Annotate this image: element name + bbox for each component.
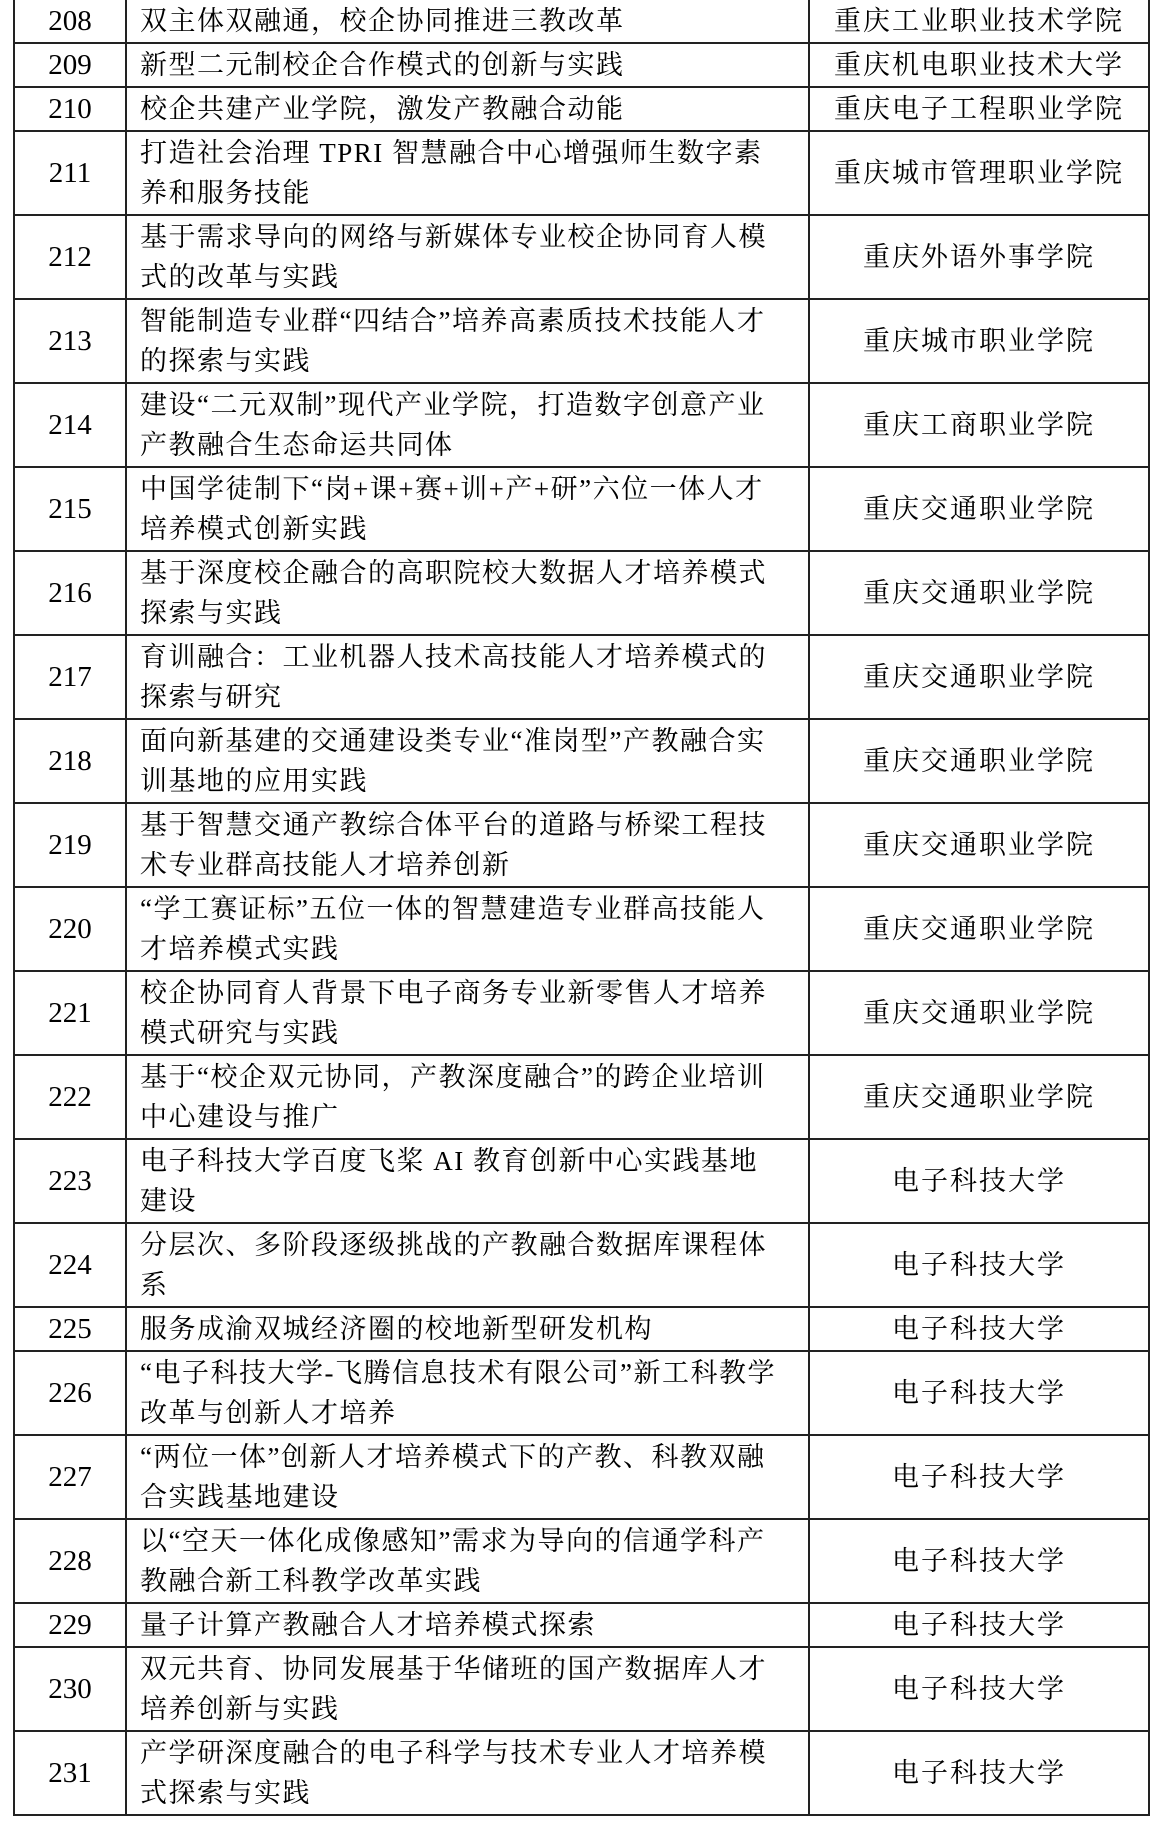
- organization-cell: 重庆机电职业技术大学: [809, 43, 1149, 87]
- table-row: [14, 1223, 1149, 1307]
- projects-table: [13, 0, 1150, 1816]
- project-title-cell: 中国学徒制下“岗+课+赛+训+产+研”六位一体人才培养模式创新实践: [126, 467, 809, 551]
- table-row: [14, 1435, 1149, 1519]
- organization-cell: 重庆城市管理职业学院: [809, 131, 1149, 215]
- table-row: [14, 1307, 1149, 1351]
- project-title-cell: 新型二元制校企合作模式的创新与实践: [126, 43, 809, 87]
- row-number-cell: 231: [14, 1731, 126, 1815]
- organization-cell: 电子科技大学: [809, 1603, 1149, 1647]
- organization-cell: 重庆交通职业学院: [809, 971, 1149, 1055]
- project-title-cell: 以“空天一体化成像感知”需求为导向的信通学科产教融合新工科教学改革实践: [126, 1519, 809, 1603]
- row-number-cell: 216: [14, 551, 126, 635]
- table-row: [14, 383, 1149, 467]
- row-number-cell: 217: [14, 635, 126, 719]
- row-number-cell: 220: [14, 887, 126, 971]
- row-number-cell: 212: [14, 215, 126, 299]
- row-number-cell: 210: [14, 87, 126, 131]
- organization-cell: 重庆城市职业学院: [809, 299, 1149, 383]
- table-row: [14, 971, 1149, 1055]
- project-title-cell: 基于智慧交通产教综合体平台的道路与桥梁工程技术专业群高技能人才培养创新: [126, 803, 809, 887]
- table-row: [14, 87, 1149, 131]
- organization-cell: 重庆工商职业学院: [809, 383, 1149, 467]
- organization-cell: 电子科技大学: [809, 1519, 1149, 1603]
- organization-cell: 电子科技大学: [809, 1731, 1149, 1815]
- project-title-cell: 双主体双融通，校企协同推进三教改革: [126, 0, 809, 43]
- organization-cell: 电子科技大学: [809, 1647, 1149, 1731]
- table-row: [14, 719, 1149, 803]
- project-title-cell: “两位一体”创新人才培养模式下的产教、科教双融合实践基地建设: [126, 1435, 809, 1519]
- table-row: [14, 551, 1149, 635]
- organization-cell: 重庆交通职业学院: [809, 719, 1149, 803]
- row-number-cell: 214: [14, 383, 126, 467]
- project-title-cell: “电子科技大学-飞腾信息技术有限公司”新工科教学改革与创新人才培养: [126, 1351, 809, 1435]
- project-title-cell: 分层次、多阶段逐级挑战的产教融合数据库课程体系: [126, 1223, 809, 1307]
- table-row: [14, 1351, 1149, 1435]
- table-row: [14, 131, 1149, 215]
- project-title-cell: 基于需求导向的网络与新媒体专业校企协同育人模式的改革与实践: [126, 215, 809, 299]
- table-row: [14, 1139, 1149, 1223]
- project-title-cell: 基于“校企双元协同，产教深度融合”的跨企业培训中心建设与推广: [126, 1055, 809, 1139]
- project-title-cell: 校企协同育人背景下电子商务专业新零售人才培养模式研究与实践: [126, 971, 809, 1055]
- row-number-cell: 215: [14, 467, 126, 551]
- organization-cell: 电子科技大学: [809, 1223, 1149, 1307]
- organization-cell: 重庆工业职业技术学院: [809, 0, 1149, 43]
- organization-cell: 重庆交通职业学院: [809, 467, 1149, 551]
- row-number-cell: 218: [14, 719, 126, 803]
- organization-cell: 重庆交通职业学院: [809, 887, 1149, 971]
- organization-cell: 重庆交通职业学院: [809, 551, 1149, 635]
- project-title-cell: 校企共建产业学院，激发产教融合动能: [126, 87, 809, 131]
- organization-cell: 电子科技大学: [809, 1139, 1149, 1223]
- table-row: [14, 215, 1149, 299]
- project-title-cell: 建设“二元双制”现代产业学院，打造数字创意产业产教融合生态命运共同体: [126, 383, 809, 467]
- row-number-cell: 229: [14, 1603, 126, 1647]
- row-number-cell: 228: [14, 1519, 126, 1603]
- organization-cell: 重庆交通职业学院: [809, 635, 1149, 719]
- project-title-cell: 服务成渝双城经济圈的校地新型研发机构: [126, 1307, 809, 1351]
- project-title-cell: 智能制造专业群“四结合”培养高素质技术技能人才的探索与实践: [126, 299, 809, 383]
- project-title-cell: 面向新基建的交通建设类专业“准岗型”产教融合实训基地的应用实践: [126, 719, 809, 803]
- organization-cell: 电子科技大学: [809, 1307, 1149, 1351]
- organization-cell: 重庆电子工程职业学院: [809, 87, 1149, 131]
- table-row: [14, 1647, 1149, 1731]
- organization-cell: 重庆交通职业学院: [809, 1055, 1149, 1139]
- row-number-cell: 213: [14, 299, 126, 383]
- table-row: [14, 887, 1149, 971]
- project-title-cell: 育训融合：工业机器人技术高技能人才培养模式的探索与研究: [126, 635, 809, 719]
- table-row: [14, 635, 1149, 719]
- project-title-cell: 产学研深度融合的电子科学与技术专业人才培养模式探索与实践: [126, 1731, 809, 1815]
- table-row: [14, 1519, 1149, 1603]
- project-title-cell: “学工赛证标”五位一体的智慧建造专业群高技能人才培养模式实践: [126, 887, 809, 971]
- table-row: [14, 299, 1149, 383]
- project-title-cell: 双元共育、协同发展基于华储班的国产数据库人才培养创新与实践: [126, 1647, 809, 1731]
- table-row: [14, 1055, 1149, 1139]
- row-number-cell: 211: [14, 131, 126, 215]
- row-number-cell: 230: [14, 1647, 126, 1731]
- row-number-cell: 224: [14, 1223, 126, 1307]
- row-number-cell: 227: [14, 1435, 126, 1519]
- table-row: [14, 1603, 1149, 1647]
- project-title-cell: 量子计算产教融合人才培养模式探索: [126, 1603, 809, 1647]
- row-number-cell: 223: [14, 1139, 126, 1223]
- table-row: [14, 43, 1149, 87]
- row-number-cell: 209: [14, 43, 126, 87]
- table-row: [14, 467, 1149, 551]
- table-row: [14, 0, 1149, 43]
- row-number-cell: 226: [14, 1351, 126, 1435]
- project-title-cell: 打造社会治理 TPRI 智慧融合中心增强师生数字素养和服务技能: [126, 131, 809, 215]
- table-row: [14, 1731, 1149, 1815]
- row-number-cell: 221: [14, 971, 126, 1055]
- row-number-cell: 222: [14, 1055, 126, 1139]
- row-number-cell: 208: [14, 0, 126, 43]
- organization-cell: 重庆外语外事学院: [809, 215, 1149, 299]
- project-title-cell: 电子科技大学百度飞桨 AI 教育创新中心实践基地建设: [126, 1139, 809, 1223]
- row-number-cell: 225: [14, 1307, 126, 1351]
- organization-cell: 电子科技大学: [809, 1351, 1149, 1435]
- organization-cell: 重庆交通职业学院: [809, 803, 1149, 887]
- project-title-cell: 基于深度校企融合的高职院校大数据人才培养模式探索与实践: [126, 551, 809, 635]
- organization-cell: 电子科技大学: [809, 1435, 1149, 1519]
- table-row: [14, 803, 1149, 887]
- row-number-cell: 219: [14, 803, 126, 887]
- table-body: [14, 0, 1149, 1815]
